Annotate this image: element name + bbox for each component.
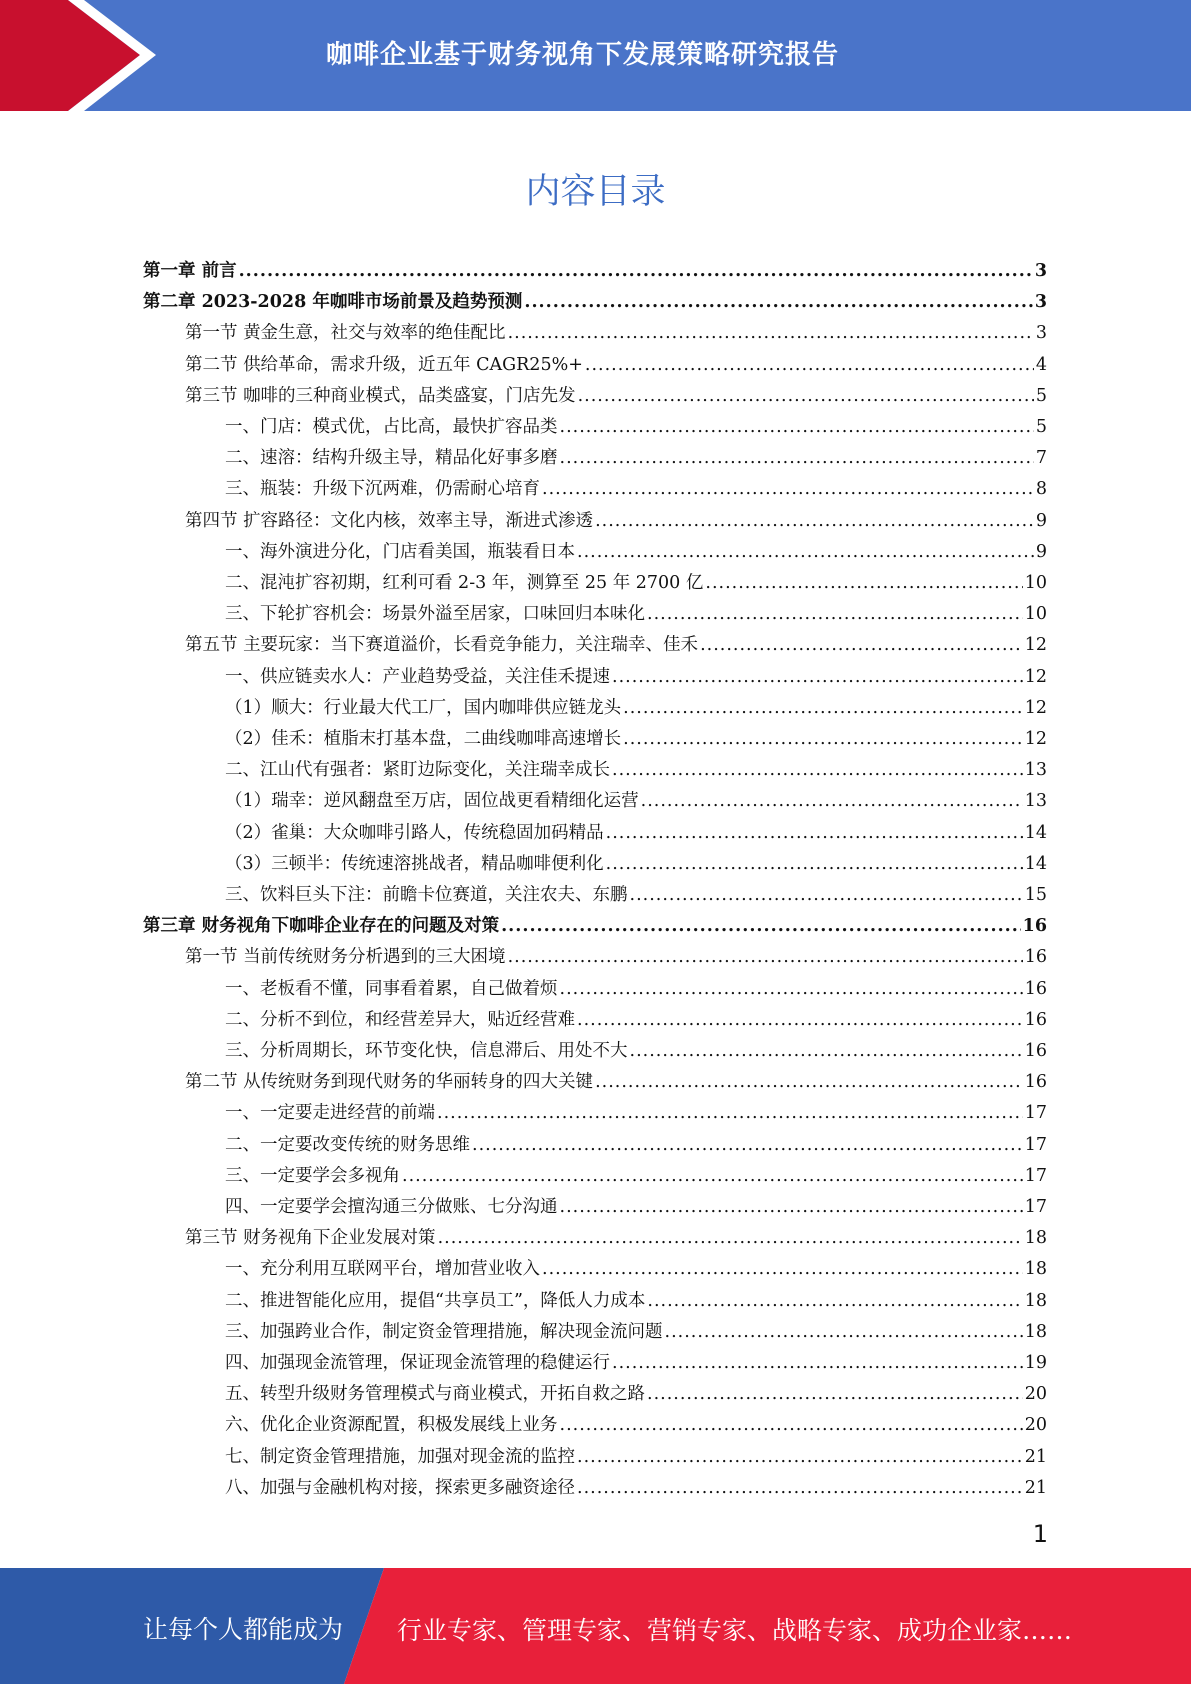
toc-leader-dots — [641, 789, 1023, 813]
toc-entry-title: （2）佳禾：植脂末打基本盘，二曲线咖啡高速增长 — [225, 729, 622, 749]
header-band — [0, 0, 1191, 111]
toc-entry[interactable] — [143, 283, 1047, 314]
toc-leader-dots — [560, 446, 1034, 470]
toc-leader-dots — [665, 1320, 1023, 1344]
toc-entry-page: 14 — [1024, 853, 1047, 874]
toc-leader-dots — [501, 914, 1021, 938]
toc-leader-dots — [585, 353, 1034, 377]
toc-entry-title: 第三节 咖啡的三种商业模式，品类盛宴，门店先发 — [185, 385, 576, 406]
toc-leader-dots — [623, 727, 1023, 751]
toc-entry-title: （2）雀巢：大众咖啡引路人，传统稳固加码精品 — [225, 822, 604, 843]
toc-entry-title: 一、海外演进分化，门店看美国，瓶装看日本 — [225, 541, 575, 562]
toc-leader-dots — [577, 1008, 1023, 1032]
toc-entry-page: 16 — [1024, 1072, 1047, 1093]
toc-entry[interactable] — [225, 1188, 1047, 1219]
toc-leader-dots — [560, 415, 1034, 439]
toc-leader-dots — [542, 1257, 1023, 1281]
toc-entry-page: 21 — [1024, 1477, 1047, 1498]
toc-entry[interactable] — [225, 533, 1047, 564]
toc-entry[interactable] — [225, 1126, 1047, 1157]
toc-entry-page: 15 — [1024, 885, 1047, 905]
toc-entry-page: 16 — [1022, 916, 1047, 937]
toc-entry-title: （1）顺大：行业最大代工厂，国内咖啡供应链龙头 — [225, 697, 622, 718]
toc-entry[interactable] — [225, 439, 1047, 470]
toc-entry[interactable] — [225, 408, 1047, 439]
toc-leader-dots — [647, 1382, 1023, 1406]
toc-entry-page: 9 — [1035, 541, 1047, 562]
toc-entry-page: 10 — [1024, 604, 1047, 625]
toc-leader-dots — [438, 1226, 1023, 1250]
toc-entry-title: 三、加强跨业合作，制定资金管理措施，解决现金流问题 — [225, 1321, 663, 1342]
toc-entry-title: 三、饮料巨头下注：前瞻卡位赛道，关注农夫、东鹏 — [225, 885, 628, 905]
toc-entry-page: 5 — [1035, 417, 1047, 437]
toc-entry-title: 一、充分利用互联网平台，增加营业收入 — [225, 1259, 540, 1280]
toc-leader-dots — [647, 1289, 1022, 1313]
toc-entry[interactable] — [225, 1032, 1047, 1063]
toc-entry-title: 四、加强现金流管理，保证现金流管理的稳健运行 — [225, 1353, 610, 1373]
toc-leader-dots — [542, 477, 1034, 501]
toc-entry-page: 3 — [1034, 292, 1047, 313]
toc-entry-page: 4 — [1035, 354, 1047, 375]
toc-leader-dots — [630, 1039, 1023, 1063]
toc-entry-title: 三、分析周期长，环节变化快，信息滞后、用处不大 — [225, 1041, 628, 1061]
toc-leader-dots — [508, 321, 1034, 345]
toc-entry-title: 六、优化企业资源配置，积极发展线上业务 — [225, 1415, 558, 1436]
toc-entry[interactable] — [225, 689, 1047, 720]
toc-entry-title: 二、混沌扩容初期，红利可看 2-3 年，测算至 25 年 2700 亿 — [225, 573, 704, 593]
toc-entry-title: 第二节 从传统财务到现代财务的华丽转身的四大关键 — [185, 1072, 594, 1093]
toc-entry-title: 四、一定要学会擅沟通三分做账、七分沟通 — [225, 1197, 558, 1217]
toc-entry[interactable] — [225, 1313, 1047, 1344]
toc-entry[interactable] — [225, 1001, 1047, 1032]
toc-entry[interactable] — [143, 252, 1047, 283]
toc-entry[interactable] — [225, 470, 1047, 501]
toc-leader-dots — [630, 883, 1023, 907]
toc-entry[interactable] — [185, 346, 1047, 377]
toc-leader-dots — [508, 945, 1023, 969]
toc-entry-title: 七、制定资金管理措施，加强对现金流的监控 — [225, 1446, 575, 1467]
footer-slogan-left: 让每个人都能成为 — [143, 1615, 344, 1644]
toc-entry-title: 二、推进智能化应用，提倡“共享员工”，降低人力成本 — [225, 1290, 646, 1311]
toc-leader-dots — [560, 977, 1023, 1001]
toc-leader-dots — [700, 633, 1023, 657]
toc-leader-dots — [647, 602, 1023, 626]
toc-entry-page: 18 — [1024, 1290, 1047, 1311]
toc-entry[interactable] — [185, 626, 1047, 657]
toc-entry[interactable] — [185, 938, 1047, 969]
toc-leader-dots — [578, 384, 1034, 408]
toc-entry[interactable] — [143, 907, 1047, 938]
toc-entry-title: 一、供应链卖水人：产业趋势受益，关注佳禾提速 — [225, 666, 610, 687]
toc-entry[interactable] — [185, 502, 1047, 533]
toc-leader-dots — [437, 1101, 1023, 1125]
toc-entry-page: 12 — [1024, 666, 1047, 687]
toc-entry-title: 第三节 财务视角下企业发展对策 — [185, 1228, 436, 1249]
toc-leader-dots — [612, 758, 1023, 782]
toc-entry-page: 17 — [1024, 1134, 1047, 1155]
toc-entry-page: 17 — [1024, 1197, 1047, 1217]
footer-slogan-right: 行业专家、管理专家、营销专家、战略专家、成功企业家…… — [397, 1616, 1073, 1645]
toc-entry[interactable] — [225, 845, 1047, 876]
toc-leader-dots — [612, 665, 1023, 689]
toc-leader-dots — [472, 1133, 1023, 1157]
toc-entry[interactable] — [225, 1094, 1047, 1125]
toc-entry[interactable] — [185, 1219, 1047, 1250]
toc-entry[interactable] — [225, 1375, 1047, 1406]
toc-leader-dots — [577, 1476, 1023, 1500]
toc-leader-dots — [560, 1413, 1023, 1437]
toc-leader-dots — [612, 1351, 1023, 1375]
toc-entry-page: 7 — [1035, 448, 1047, 469]
toc-entry-page: 3 — [1035, 323, 1047, 344]
toc-entry[interactable] — [225, 658, 1047, 689]
toc-entry-page: 16 — [1024, 1041, 1047, 1061]
toc-entry-page: 9 — [1035, 510, 1047, 531]
toc-entry-title: 一、门店：模式优，占比高，最快扩容品类 — [225, 417, 558, 437]
toc-entry-title: 五、转型升级财务管理模式与商业模式，开拓自救之路 — [225, 1384, 645, 1405]
toc-entry[interactable] — [225, 814, 1047, 845]
toc-entry[interactable] — [225, 1406, 1047, 1437]
toc-entry[interactable] — [225, 782, 1047, 813]
toc-leader-dots — [595, 509, 1034, 533]
toc-entry-title: （1）瑞幸：逆风翻盘至万店，固位战更看精细化运营 — [225, 791, 639, 812]
toc-entry[interactable] — [225, 1250, 1047, 1281]
toc-leader-dots — [577, 1445, 1023, 1469]
toc-entry-page: 18 — [1024, 1228, 1047, 1249]
toc-leader-dots — [239, 259, 1033, 283]
toc-entry-title: 第二节 供给革命，需求升级，近五年 CAGR25%+ — [185, 354, 583, 375]
toc-entry-title: 八、加强与金融机构对接，探索更多融资途径 — [225, 1477, 575, 1498]
toc-entry-page: 20 — [1024, 1384, 1047, 1405]
toc-entry-page: 5 — [1035, 385, 1047, 406]
toc-leader-dots — [606, 852, 1023, 876]
toc-entry[interactable] — [225, 1344, 1047, 1375]
toc-entry-page: 3 — [1034, 261, 1047, 281]
toc-entry-title: 第一章 前言 — [143, 261, 237, 281]
toc-entry-page: 8 — [1035, 479, 1047, 500]
toc-entry-title: 第一节 黄金生意，社交与效率的绝佳配比 — [185, 323, 506, 344]
toc-entry-title: 第五节 主要玩家：当下赛道溢价，长看竞争能力，关注瑞幸、佳禾 — [185, 635, 699, 656]
toc-leader-dots — [524, 290, 1032, 314]
toc-title: 内容目录 — [525, 172, 666, 212]
toc-entry[interactable] — [185, 314, 1047, 345]
toc-leader-dots — [560, 1195, 1023, 1219]
toc-leader-dots — [623, 696, 1023, 720]
toc-leader-dots — [705, 571, 1022, 595]
toc-leader-dots — [595, 1070, 1023, 1094]
toc-entry[interactable] — [225, 595, 1047, 626]
toc-entry-page: 18 — [1024, 1259, 1047, 1280]
toc-entry-page: 13 — [1024, 760, 1047, 781]
toc-entry-page: 16 — [1024, 978, 1047, 999]
toc-entry[interactable] — [225, 1438, 1047, 1469]
toc-entry-page: 12 — [1024, 729, 1047, 749]
toc-entry-title: 第一节 当前传统财务分析遇到的三大困境 — [185, 947, 506, 968]
toc-entry-title: 一、一定要走进经营的前端 — [225, 1103, 435, 1124]
report-title: 咖啡企业基于财务视角下发展策略研究报告 — [326, 40, 840, 70]
toc-entry[interactable] — [185, 377, 1047, 408]
toc-entry-page: 14 — [1024, 822, 1047, 843]
toc-entry[interactable] — [225, 720, 1047, 751]
toc-entry-page: 17 — [1024, 1103, 1047, 1124]
toc-entry-page: 10 — [1024, 573, 1047, 593]
toc-entry-title: 三、下轮扩容机会：场景外溢至居家，口味回归本味化 — [225, 604, 645, 625]
toc-entry-page: 19 — [1024, 1353, 1047, 1373]
toc-entry-page: 16 — [1024, 947, 1047, 968]
toc-entry-title: 二、一定要改变传统的财务思维 — [225, 1134, 470, 1155]
toc-entry-title: （3）三顿半：传统速溶挑战者，精品咖啡便利化 — [225, 853, 604, 874]
toc-entry[interactable] — [185, 1063, 1047, 1094]
toc-entry-page: 17 — [1024, 1165, 1047, 1186]
toc-entry[interactable] — [225, 1157, 1047, 1188]
toc-entry[interactable] — [225, 970, 1047, 1001]
toc-entry[interactable] — [225, 1469, 1047, 1500]
toc-entry-title: 第四节 扩容路径：文化内核，效率主导，渐进式渗透 — [185, 510, 594, 531]
toc-entry-title: 二、速溶：结构升级主导，精品化好事多磨 — [225, 448, 558, 469]
toc-entry-page: 21 — [1024, 1446, 1047, 1467]
toc-entry-title: 第二章 2023-2028 年咖啡市场前景及趋势预测 — [143, 292, 523, 313]
toc-entry-page: 12 — [1024, 697, 1047, 718]
toc-entry-title: 三、瓶装：升级下沉两难，仍需耐心培育 — [225, 479, 540, 500]
toc-leader-dots — [577, 540, 1034, 564]
toc-entry-title: 二、江山代有强者：紧盯边际变化，关注瑞幸成长 — [225, 760, 610, 781]
toc-leader-dots — [606, 821, 1023, 845]
toc-entry[interactable] — [225, 564, 1047, 595]
toc-entry[interactable] — [225, 1282, 1047, 1313]
toc-entry-title: 一、老板看不懂，同事看着累，自己做着烦 — [225, 978, 558, 999]
toc-entry-title: 第三章 财务视角下咖啡企业存在的问题及对策 — [143, 916, 500, 937]
toc-entry-page: 18 — [1024, 1321, 1047, 1342]
toc-entry-page: 16 — [1024, 1009, 1047, 1030]
toc-leader-dots — [402, 1164, 1023, 1188]
page-number: 1 — [1032, 1520, 1048, 1548]
toc-entry-page: 20 — [1024, 1415, 1047, 1436]
toc-entry-page: 13 — [1024, 791, 1047, 812]
toc-entry-page: 12 — [1024, 635, 1047, 656]
toc-entry-title: 三、一定要学会多视角 — [225, 1165, 400, 1186]
toc-entry-title: 二、分析不到位，和经营差异大，贴近经营难 — [225, 1009, 575, 1030]
toc-entry[interactable] — [225, 876, 1047, 907]
toc-entry[interactable] — [225, 751, 1047, 782]
